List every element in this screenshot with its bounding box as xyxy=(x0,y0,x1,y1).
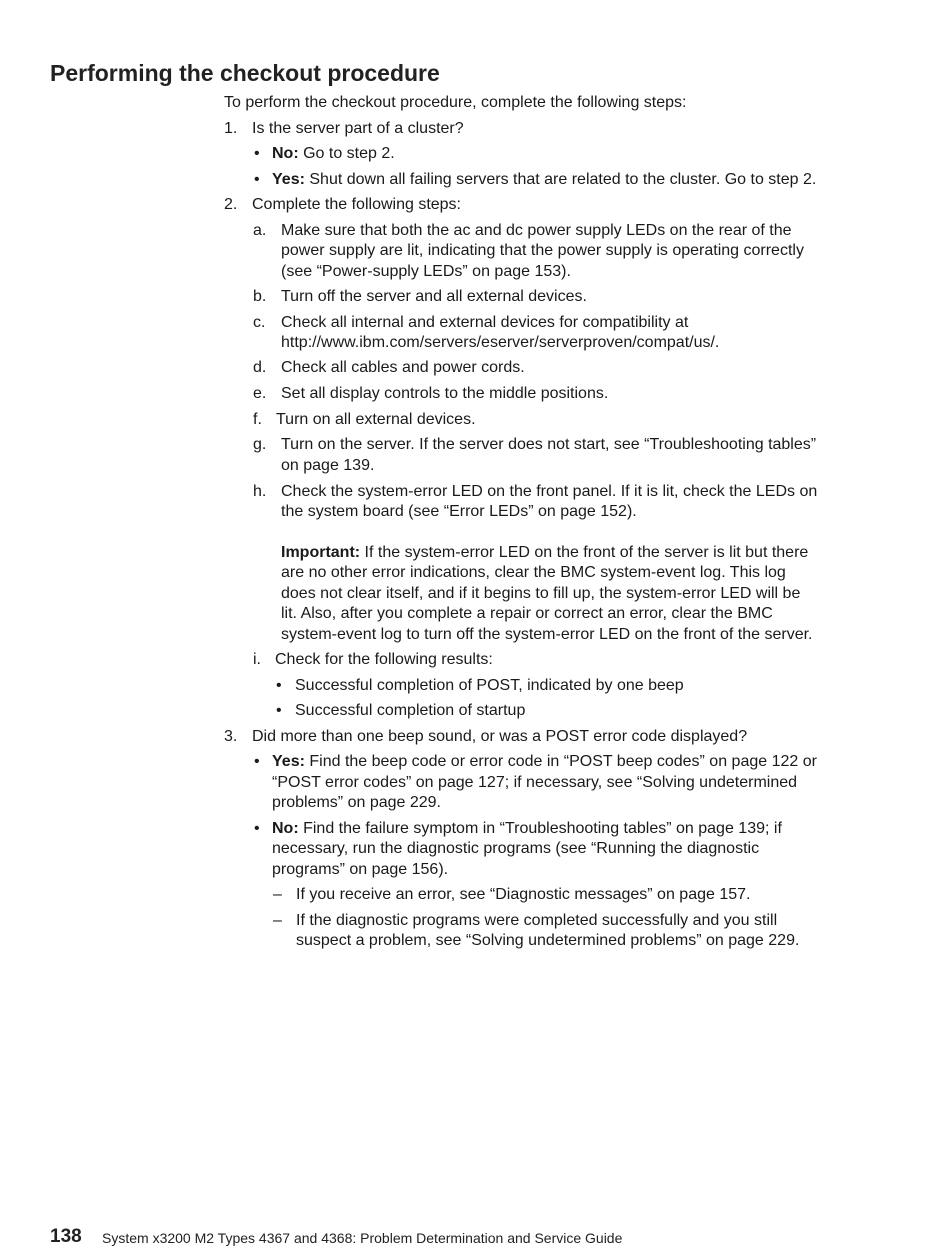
step-3-text: Did more than one beep sound, or was a POST error code displayed? xyxy=(252,728,748,745)
substep-a-line: (see “Power-supply LEDs” on page 153). xyxy=(281,263,571,280)
yes-line: problems” on page 229. xyxy=(272,794,441,811)
important-text: If the system-error LED on the front of the server is lit but there xyxy=(360,544,809,561)
substep-b-text: Turn off the server and all external devices. xyxy=(281,288,587,305)
substep-i-label: i. xyxy=(253,651,261,668)
dash-item: If you receive an error, see “Diagnostic messages” on page 157. xyxy=(296,886,751,903)
result-item: Successful completion of POST, indicated by one beep xyxy=(295,677,684,694)
step-1-text: Is the server part of a cluster? xyxy=(252,120,464,137)
important-line: are no other error indications, clear the BMC system-event log. This log xyxy=(281,564,786,581)
step-2-text: Complete the following steps: xyxy=(252,196,461,213)
page-number: 138 xyxy=(50,1226,82,1247)
step-3-yes-item xyxy=(272,752,817,772)
step-1-no-item xyxy=(272,144,395,164)
substep-f-label: f. xyxy=(253,411,262,428)
substep-i-text: Check for the following results: xyxy=(275,651,493,668)
no-label: No: xyxy=(272,145,299,162)
bullet: • xyxy=(276,677,282,694)
no-label: No: xyxy=(272,820,299,837)
substep-g-line: on page 139. xyxy=(281,457,375,474)
step-1-number: 1. xyxy=(224,120,238,137)
no-text: Go to step 2. xyxy=(298,145,395,162)
substep-c-line: Check all internal and external devices for compatibility at xyxy=(281,314,689,331)
substep-d-text: Check all cables and power cords. xyxy=(281,359,525,376)
dash-item-line: If the diagnostic programs were completed successfully and you still xyxy=(296,912,778,929)
result-item: Successful completion of startup xyxy=(295,702,526,719)
important-line: lit. Also, after you complete a repair or correct an error, clear the BMC xyxy=(281,605,773,622)
dash-bullet: – xyxy=(273,886,282,903)
substep-h-label: h. xyxy=(253,483,267,500)
bullet: • xyxy=(254,171,260,188)
yes-text: Find the beep code or error code in “POST beep codes” on page 122 or xyxy=(304,753,817,770)
substep-e-label: e. xyxy=(253,385,267,402)
yes-line: “POST error codes” on page 127; if necessary, see “Solving undetermined xyxy=(272,774,798,791)
substep-h-line: the system board (see “Error LEDs” on page 152). xyxy=(281,503,637,520)
yes-text: Shut down all failing servers that are related to the cluster. Go to step 2. xyxy=(304,171,817,188)
substep-b-label: b. xyxy=(253,288,267,305)
no-text: Find the failure symptom in “Troubleshooting tables” on page 139; if xyxy=(298,820,782,837)
bullet: • xyxy=(276,702,282,719)
yes-label: Yes: xyxy=(272,753,305,770)
intro-text: To perform the checkout procedure, complete the following steps: xyxy=(224,94,687,111)
step-2-number: 2. xyxy=(224,196,238,213)
important-line: does not clear itself, and if it begins to fill up, the system-error LED will be xyxy=(281,585,801,602)
step-1-yes-item xyxy=(272,170,816,190)
yes-label: Yes: xyxy=(272,171,305,188)
substep-a-line: Make sure that both the ac and dc power supply LEDs on the rear of the xyxy=(281,222,792,239)
no-line: necessary, run the diagnostic programs (see “Running the diagnostic xyxy=(272,840,760,857)
substep-e-text: Set all display controls to the middle positions. xyxy=(281,385,609,402)
dash-bullet: – xyxy=(273,912,282,929)
step-3-no-item xyxy=(272,819,782,839)
substep-h-line: Check the system-error LED on the front panel. If it is lit, check the LEDs on xyxy=(281,483,818,500)
substep-a-label: a. xyxy=(253,222,267,239)
important-line: system-event log to turn off the system-error LED on the front of the server. xyxy=(281,626,813,643)
substep-a-line: power supply are lit, indicating that the power supply is operating correctly xyxy=(281,242,804,259)
substep-d-label: d. xyxy=(253,359,267,376)
substep-g-line: Turn on the server. If the server does not start, see “Troubleshooting tables” xyxy=(281,436,817,453)
dash-item-line: suspect a problem, see “Solving undetermined problems” on page 229. xyxy=(296,932,800,949)
substep-f-text: Turn on all external devices. xyxy=(276,411,476,428)
bullet: • xyxy=(254,820,260,837)
compatibility-url: http://www.ibm.com/servers/eserver/serverproven/compat/us/. xyxy=(281,334,720,351)
substep-c-label: c. xyxy=(253,314,266,331)
bullet: • xyxy=(254,753,260,770)
bullet: • xyxy=(254,145,260,162)
substep-g-label: g. xyxy=(253,436,267,453)
page-title: Performing the checkout procedure xyxy=(50,60,440,86)
step-3-number: 3. xyxy=(224,728,238,745)
important-label: Important: xyxy=(281,544,361,561)
important-note xyxy=(281,543,808,563)
footer-text: System x3200 M2 Types 4367 and 4368: Problem Determination and Service Guide xyxy=(102,1230,623,1246)
no-line: programs” on page 156). xyxy=(272,861,449,878)
